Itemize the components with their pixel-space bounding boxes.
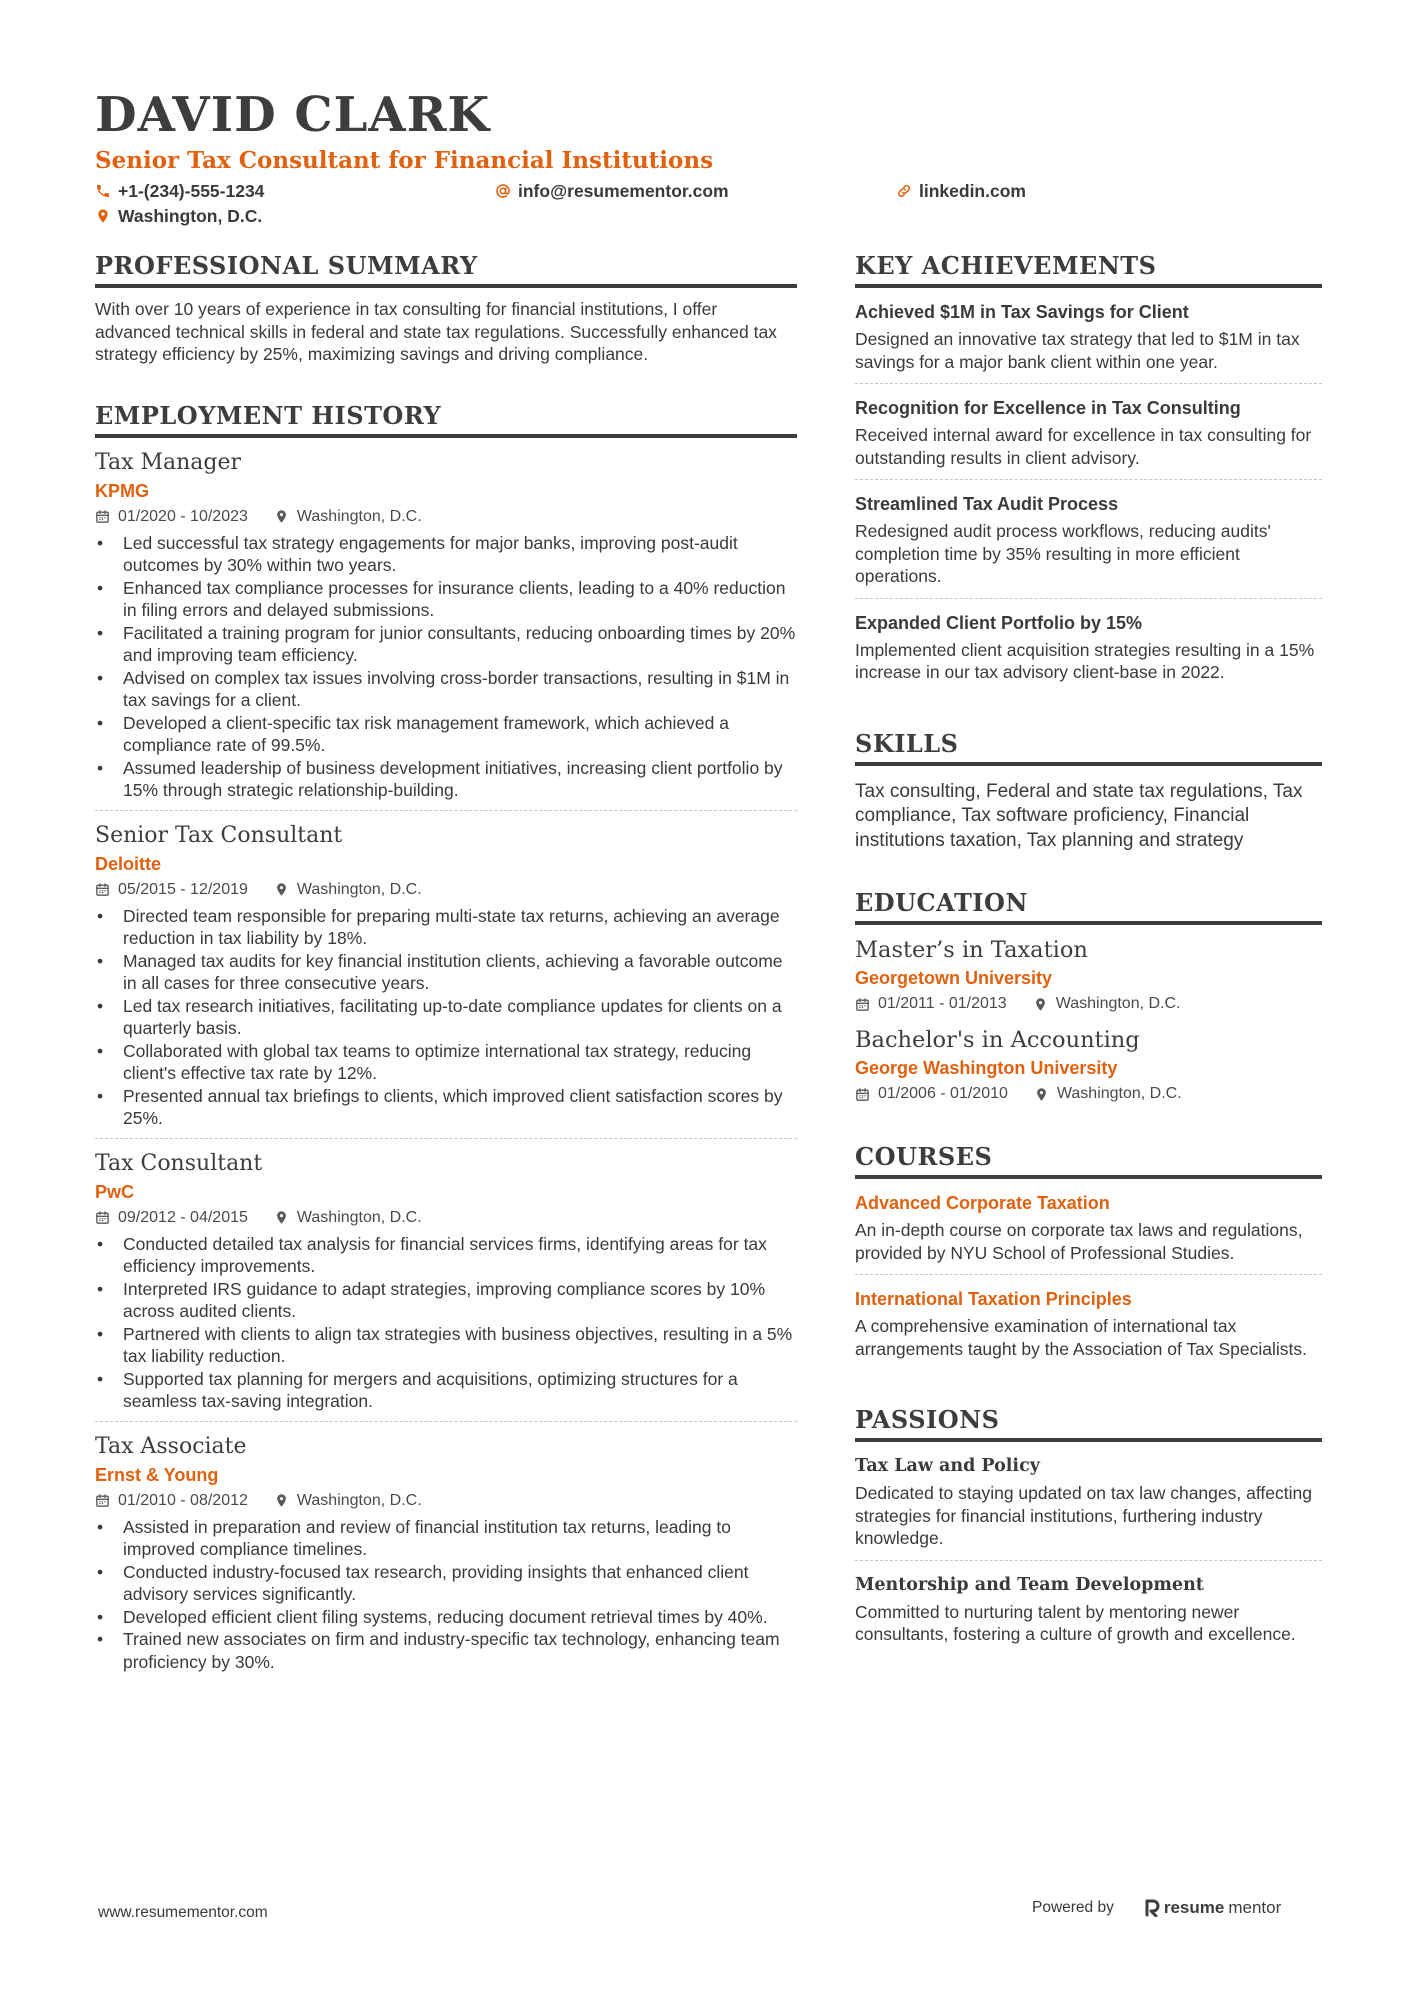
map-pin-icon <box>274 1210 289 1225</box>
passion-text: Dedicated to staying updated on tax law changes, affecting strategies for financial institutions, furthering industry knowledge. <box>855 1483 1312 1548</box>
passion-item <box>855 1571 1322 1656</box>
job-bullets <box>95 1516 797 1674</box>
job-bullet: • Trained new associates on firm and industry-specific tax technology, enhancing team proficiency by 30%. <box>95 1628 797 1673</box>
summary-heading: PROFESSIONAL SUMMARY <box>95 250 797 288</box>
at-sign-icon <box>495 183 511 199</box>
calendar-icon <box>855 997 870 1012</box>
date-location-row <box>95 1205 797 1231</box>
calendar-icon <box>855 1087 870 1102</box>
job-bullets <box>95 905 797 1130</box>
footer-website[interactable]: www.resumementor.com <box>98 1904 268 1921</box>
date-range <box>95 1205 248 1231</box>
phone-text: +1-(234)-555-1234 <box>118 181 265 201</box>
job-bullet: • Led successful tax strategy engagements for major banks, improving post-audit outcomes by 30% within two years. <box>95 532 797 577</box>
location-text: Washington, D.C. <box>1056 1085 1182 1102</box>
job-bullet: • Assumed leadership of business development initiatives, increasing client portfolio by 15% through strategic relationship-building. <box>95 757 797 802</box>
job-bullet: • Supported tax planning for mergers and acquisitions, optimizing structures for a seamless tax-saving integration. <box>95 1368 797 1413</box>
resumementor-logo-icon <box>1144 1899 1160 1917</box>
location <box>274 1488 422 1514</box>
skills-text: Tax consulting, Federal and state tax regulations, Tax compliance, Tax software proficiency, Financial institutions taxation, Tax planning and strategy <box>855 780 1303 851</box>
achievement-text: Received internal award for excellence in tax consulting for outstanding results in client advisory. <box>855 425 1312 468</box>
date-text: 01/2011 - 01/2013 <box>878 995 1007 1012</box>
courses-list <box>855 1189 1322 1370</box>
location-text: Washington, D.C. <box>296 1208 422 1226</box>
education-entry <box>855 1025 1322 1107</box>
achievement-title: Streamlined Tax Audit Process <box>855 494 1119 514</box>
achievement-title: Achieved $1M in Tax Savings for Client <box>855 302 1189 322</box>
map-pin-icon <box>1034 1087 1049 1102</box>
summary-text: With over 10 years of experience in tax consulting for financial institutions, I offer advanced technical skills in federal and state tax regulations. Successfully enhanced tax strategy efficiency by 25%, maximizing savings and driving compliance. <box>95 299 777 364</box>
location <box>1033 991 1181 1017</box>
date-location-row <box>855 1081 1322 1107</box>
location-text: Washington, D.C. <box>296 1491 422 1509</box>
date-text: 01/2020 - 10/2023 <box>118 507 248 525</box>
date-range <box>855 1081 1008 1107</box>
phone-icon <box>95 183 111 199</box>
school-name: Georgetown University <box>855 968 1053 988</box>
job-bullet: • Advised on complex tax issues involving cross-border transactions, resulting in $1M in tax savings for a client. <box>95 667 797 712</box>
achievement-title: Recognition for Excellence in Tax Consulting <box>855 398 1241 418</box>
achievement-title: Expanded Client Portfolio by 15% <box>855 612 1143 633</box>
date-text: 09/2012 - 04/2015 <box>118 1208 248 1226</box>
job-entry <box>95 1149 797 1422</box>
job-bullet: • Enhanced tax compliance processes for insurance clients, leading to a 40% reduction in filing errors and delayed submissions. <box>95 577 797 622</box>
course-title: International Taxation Principles <box>855 1289 1132 1309</box>
achievements-section <box>855 250 1322 694</box>
job-bullet: • Developed efficient client filing systems, reducing document retrieval times by 40%. <box>95 1606 797 1629</box>
date-range <box>855 991 1007 1017</box>
date-text: 05/2015 - 12/2019 <box>118 880 248 898</box>
job-bullet: • Collaborated with global tax teams to optimize international tax strategy, reducing client's effective tax rate by 12%. <box>95 1040 797 1085</box>
footer-brand <box>1032 1898 1281 1918</box>
summary-section <box>95 250 797 366</box>
brand-name-light: mentor <box>1228 1898 1282 1917</box>
school-name: George Washington University <box>855 1058 1118 1078</box>
education-entry <box>855 935 1322 1017</box>
jobs-list <box>95 448 797 1682</box>
date-range <box>95 877 248 903</box>
course-text: An in-depth course on corporate tax laws and regulations, provided by NYU School of Professional Studies. <box>855 1220 1303 1263</box>
passion-item <box>855 1452 1322 1561</box>
map-pin-icon <box>95 208 111 224</box>
candidate-name: DAVID CLARK <box>95 87 491 143</box>
powered-by-text: Powered by <box>1032 1899 1114 1916</box>
location <box>274 1205 422 1231</box>
calendar-icon <box>95 1210 110 1225</box>
job-bullet: • Interpreted IRS guidance to adapt strategies, improving compliance scores by 10% across audited clients. <box>95 1278 797 1323</box>
job-title: Tax Manager <box>95 449 242 475</box>
achievements-heading: KEY ACHIEVEMENTS <box>855 250 1322 288</box>
education-list <box>855 935 1322 1107</box>
map-pin-icon <box>274 509 289 524</box>
passions-list <box>855 1452 1322 1656</box>
job-bullet: • Developed a client-specific tax risk management framework, which achieved a compliance rate of 99.5%. <box>95 712 797 757</box>
right-column <box>855 250 1322 1690</box>
skills-heading: SKILLS <box>855 728 1322 766</box>
contact-phone[interactable] <box>95 178 264 204</box>
date-location-row <box>95 877 797 903</box>
company-name: Deloitte <box>95 853 162 874</box>
job-bullet: • Directed team responsible for preparing multi-state tax returns, achieving an average reduction in tax liability by 18%. <box>95 905 797 950</box>
contact-location <box>95 203 262 229</box>
courses-section <box>855 1141 1322 1370</box>
left-column <box>95 250 797 1715</box>
job-entry <box>95 448 797 811</box>
date-text: 01/2006 - 01/2010 <box>878 1085 1008 1102</box>
achievement-item <box>855 609 1322 694</box>
job-bullet: • Facilitated a training program for junior consultants, reducing onboarding times by 20% and improving team efficiency. <box>95 622 797 667</box>
achievement-item <box>855 298 1322 384</box>
map-pin-icon <box>1033 997 1048 1012</box>
degree-title: Bachelor's in Accounting <box>855 1027 1140 1053</box>
job-bullet: • Managed tax audits for key financial institution clients, achieving a favorable outcome in all cases for three consecutive years. <box>95 950 797 995</box>
location-text: Washington, D.C. <box>296 507 422 525</box>
location <box>1034 1081 1182 1107</box>
achievement-item <box>855 490 1322 599</box>
map-pin-icon <box>274 882 289 897</box>
location-text: Washington, D.C. <box>296 880 422 898</box>
date-location-row <box>95 504 797 530</box>
job-entry <box>95 1432 797 1682</box>
course-text: A comprehensive examination of international tax arrangements taught by the Association of Tax Specialists. <box>855 1316 1308 1359</box>
employment-section <box>95 400 797 1682</box>
passions-heading: PASSIONS <box>855 1404 1322 1442</box>
job-bullets <box>95 1233 797 1413</box>
location-text: Washington, D.C. <box>1055 995 1181 1012</box>
date-range <box>95 504 248 530</box>
contact-email[interactable] <box>495 178 729 204</box>
brand-logo[interactable] <box>1144 1898 1281 1918</box>
linkedin-text: linkedin.com <box>919 181 1026 201</box>
passion-text: Committed to nurturing talent by mentoring newer consultants, fostering a culture of growth and excellence. <box>855 1601 1296 1644</box>
courses-heading: COURSES <box>855 1141 1322 1179</box>
company-name: PwC <box>95 1181 135 1202</box>
achievements-list <box>855 298 1322 694</box>
job-title: Tax Associate <box>95 1433 247 1459</box>
education-heading: EDUCATION <box>855 887 1322 925</box>
company-name: KPMG <box>95 480 149 501</box>
date-text: 01/2010 - 08/2012 <box>118 1491 248 1509</box>
passion-title: Mentorship and Team Development <box>855 1574 1204 1595</box>
brand-name-bold: resume <box>1163 1898 1225 1917</box>
date-location-row <box>855 991 1322 1017</box>
job-bullet: • Led tax research initiatives, facilitating up-to-date compliance updates for clients on a quarterly basis. <box>95 995 797 1040</box>
location <box>274 877 422 903</box>
course-title: Advanced Corporate Taxation <box>855 1193 1110 1213</box>
course-item <box>855 1285 1322 1370</box>
job-bullet: • Assisted in preparation and review of financial institution tax returns, leading to improved compliance timelines. <box>95 1516 797 1561</box>
job-bullet: • Conducted industry-focused tax research, providing insights that enhanced client advisory services significantly. <box>95 1561 797 1606</box>
link-icon <box>896 183 912 199</box>
employment-heading: EMPLOYMENT HISTORY <box>95 400 797 438</box>
contact-linkedin[interactable] <box>896 178 1026 204</box>
job-bullet: • Presented annual tax briefings to clients, which improved client satisfaction scores by 25%. <box>95 1085 797 1130</box>
job-entry <box>95 821 797 1139</box>
passions-section <box>855 1404 1322 1656</box>
skills-section <box>855 728 1322 854</box>
job-bullets <box>95 532 797 802</box>
job-title: Tax Consultant <box>95 1150 263 1176</box>
company-name: Ernst & Young <box>95 1464 219 1485</box>
candidate-headline: Senior Tax Consultant for Financial Institutions <box>95 147 714 174</box>
achievement-text: Designed an innovative tax strategy that led to $1M in tax savings for a major bank client within one year. <box>855 329 1300 372</box>
degree-title: Master’s in Taxation <box>855 937 1088 963</box>
location <box>274 504 422 530</box>
job-bullet: • Conducted detailed tax analysis for financial services firms, identifying areas for tax efficiency improvements. <box>95 1233 797 1278</box>
passion-title: Tax Law and Policy <box>855 1456 1040 1476</box>
achievement-text: Implemented client acquisition strategies resulting in a 15% increase in our tax advisory client-base in 2022. <box>855 639 1315 682</box>
map-pin-icon <box>274 1493 289 1508</box>
date-range <box>95 1488 248 1514</box>
resume-header <box>95 86 1325 234</box>
education-section <box>855 887 1322 1107</box>
calendar-icon <box>95 1493 110 1508</box>
course-item <box>855 1189 1322 1275</box>
location-text: Washington, D.C. <box>118 206 263 226</box>
date-location-row <box>95 1488 797 1514</box>
contact-info <box>95 178 1325 234</box>
calendar-icon <box>95 882 110 897</box>
achievement-item <box>855 394 1322 480</box>
email-text: info@resumementor.com <box>518 181 729 201</box>
job-bullet: • Partnered with clients to align tax strategies with business objectives, resulting in a 5% tax liability reduction. <box>95 1323 797 1368</box>
achievement-text: Redesigned audit process workflows, reducing audits' completion time by 35% resulting in more efficient operations. <box>855 521 1271 586</box>
calendar-icon <box>95 509 110 524</box>
job-title: Senior Tax Consultant <box>95 822 343 848</box>
